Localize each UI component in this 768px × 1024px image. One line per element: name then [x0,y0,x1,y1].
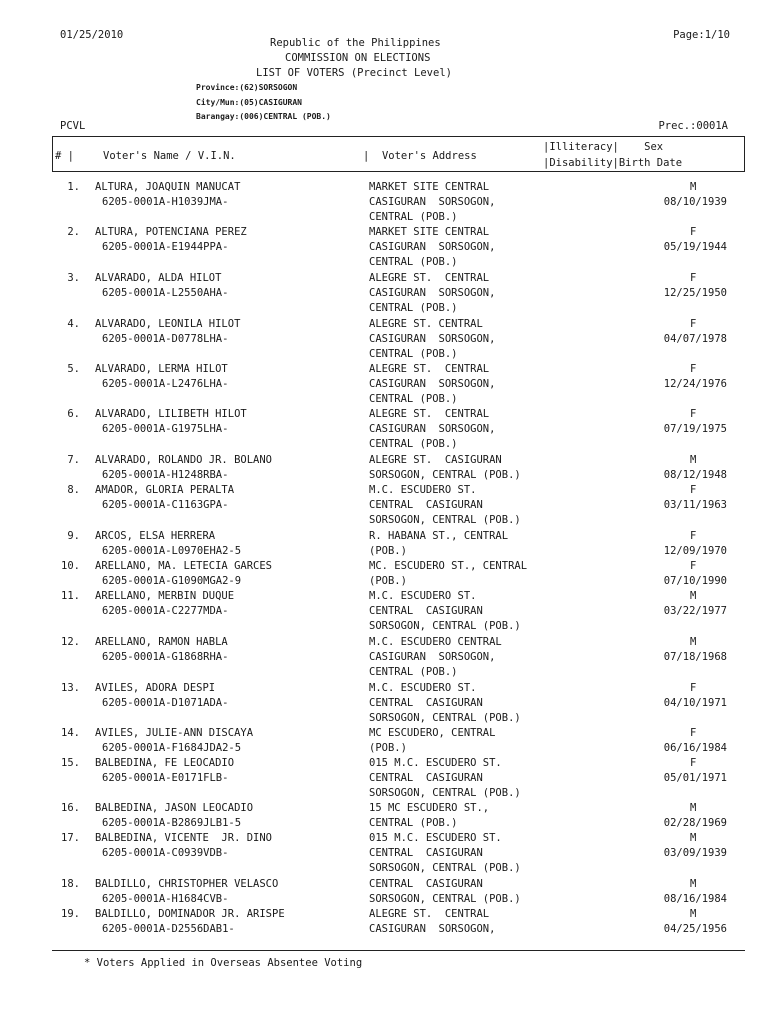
voter-sex: M [690,590,697,602]
voter-address-line: CENTRAL (POB.) [369,211,458,223]
voter-name: BALBEDINA, FE LEOCADIO [95,757,235,769]
voter-birth-date: 06/16/1984 [663,742,727,754]
voter-sex: M [690,636,697,648]
voter-address-line: CASIGURAN SORSOGON, [369,287,496,299]
voter-address-line: CENTRAL CASIGURAN [369,772,483,784]
voter-birth-date: 07/18/1968 [663,651,727,663]
voter-vin: 6205-0001A-E0171FLB- [102,772,229,784]
voter-address-line: CENTRAL (POB.) [369,666,458,678]
voter-address-line: CASIGURAN SORSOGON, [369,423,496,435]
voter-address-line: MARKET SITE CENTRAL [369,226,490,238]
page-number: Page:1/10 [673,29,730,41]
voter-number: 6. [67,408,80,420]
voter-vin: 6205-0001A-H1684CVB- [102,893,229,905]
voter-birth-date: 04/25/1956 [663,923,727,935]
voter-address-line: SORSOGON, CENTRAL (POB.) [369,893,521,905]
voter-sex: M [690,454,697,466]
voter-address-line: (POB.) [369,545,407,557]
voter-vin: 6205-0001A-C2277MDA- [102,605,229,617]
voter-address-line: CENTRAL (POB.) [369,348,458,360]
voter-birth-date: 03/11/1963 [663,499,727,511]
voter-sex: F [690,318,697,330]
voter-number: 9. [67,530,80,542]
voter-name: AVILES, JULIE-ANN DISCAYA [95,727,254,739]
voter-number: 2. [67,226,80,238]
voter-address-line: ALEGRE ST. CENTRAL [369,908,490,920]
voter-address-line: CASIGURAN SORSOGON, [369,241,496,253]
voter-address-line: CENTRAL CASIGURAN [369,847,483,859]
voter-number: 5. [67,363,80,375]
voter-sex: F [690,272,697,284]
voter-vin: 6205-0001A-B2869JLB1-5 [102,817,242,829]
voter-name: ALVARADO, ROLANDO JR. BOLANO [95,454,273,466]
voter-birth-date: 03/22/1977 [663,605,727,617]
barangay-label: Barangay:(006)CENTRAL (POB.) [196,112,331,121]
voter-birth-date: 07/19/1975 [663,423,727,435]
voter-address-line: SORSOGON, CENTRAL (POB.) [369,620,521,632]
voter-birth-date: 02/28/1969 [663,817,727,829]
voter-address-line: (POB.) [369,742,407,754]
voter-address-line: SORSOGON, CENTRAL (POB.) [369,514,521,526]
voter-number: 10. [61,560,80,572]
voter-vin: 6205-0001A-L2476LHA- [102,378,229,390]
voter-name: ALVARADO, LERMA HILOT [95,363,228,375]
voter-address-line: CENTRAL (POB.) [369,393,458,405]
voter-vin: 6205-0001A-E1944PPA- [102,241,229,253]
voter-name: AMADOR, GLORIA PERALTA [95,484,235,496]
voter-vin: 6205-0001A-G1975LHA- [102,423,229,435]
voter-name: ARELLANO, MA. LETECIA GARCES [95,560,273,572]
voter-number: 18. [61,878,80,890]
voter-name: BALDILLO, DOMINADOR JR. ARISPE [95,908,285,920]
voter-address-line: R. HABANA ST., CENTRAL [369,530,509,542]
voter-name: ALVARADO, LEONILA HILOT [95,318,241,330]
voter-address-line: (POB.) [369,575,407,587]
voter-birth-date: 04/07/1978 [663,333,727,345]
voter-address-line: 15 MC ESCUDERO ST., [369,802,490,814]
voter-number: 17. [61,832,80,844]
voter-address-line: 015 M.C. ESCUDERO ST. [369,757,502,769]
voter-address-line: SORSOGON, CENTRAL (POB.) [369,787,521,799]
voter-address-line: M.C. ESCUDERO ST. [369,590,477,602]
voter-name: AVILES, ADORA DESPI [95,682,216,694]
voter-birth-date: 08/16/1984 [663,893,727,905]
footer-note: * Voters Applied in Overseas Absentee Voting [84,957,363,969]
voter-name: ARCOS, ELSA HERRERA [95,530,216,542]
voter-number: 7. [67,454,80,466]
voter-vin: 6205-0001A-H1248RBA- [102,469,229,481]
voter-address-line: ALEGRE ST. CENTRAL [369,363,490,375]
province-label: Province:(62)SORSOGON [196,83,298,92]
republic-title: Republic of the Philippines [270,37,441,49]
voter-name: BALDILLO, CHRISTOPHER VELASCO [95,878,279,890]
voter-address-line: ALEGRE ST. CENTRAL [369,272,490,284]
voter-address-line: 015 M.C. ESCUDERO ST. [369,832,502,844]
voter-address-line: ALEGRE ST. CASIGURAN [369,454,502,466]
voter-name: ALTURA, JOAQUIN MANUCAT [95,181,241,193]
voter-birth-date: 05/19/1944 [663,241,727,253]
voter-sex: F [690,226,697,238]
voter-name: ARELLANO, RAMON HABLA [95,636,228,648]
voter-address-line: M.C. ESCUDERO ST. [369,484,477,496]
voter-address-line: CASIGURAN SORSOGON, [369,378,496,390]
voter-address-line: MARKET SITE CENTRAL [369,181,490,193]
voter-address-line: CASIGURAN SORSOGON, [369,923,496,935]
voter-sex: F [690,757,697,769]
voter-address-line: CENTRAL CASIGURAN [369,605,483,617]
voter-vin: 6205-0001A-L2550AHA- [102,287,229,299]
voter-sex: F [690,484,697,496]
voter-number: 3. [67,272,80,284]
voter-vin: 6205-0001A-C0939VDB- [102,847,229,859]
voter-address-line: SORSOGON, CENTRAL (POB.) [369,862,521,874]
voter-name: ALVARADO, ALDA HILOT [95,272,222,284]
voter-sex: F [690,727,697,739]
voter-vin: 6205-0001A-D0778LHA- [102,333,229,345]
voter-birth-date: 12/25/1950 [663,287,727,299]
pcvl-label: PCVL [60,120,86,132]
voter-address-line: CASIGURAN SORSOGON, [369,651,496,663]
voter-address-line: ALEGRE ST. CENTRAL [369,408,490,420]
voter-address-line: M.C. ESCUDERO CENTRAL [369,636,502,648]
voter-address-line: CENTRAL CASIGURAN [369,499,483,511]
voter-sex: M [690,908,697,920]
voter-address-line: CASIGURAN SORSOGON, [369,196,496,208]
col-address: | Voter's Address [363,150,477,162]
voter-number: 14. [61,727,80,739]
list-title: LIST OF VOTERS (Precinct Level) [256,67,452,79]
voter-vin: 6205-0001A-H1039JMA- [102,196,229,208]
voter-number: 19. [61,908,80,920]
voter-number: 15. [61,757,80,769]
voter-vin: 6205-0001A-F1684JDA2-5 [102,742,242,754]
voter-birth-date: 07/10/1990 [663,575,727,587]
voter-number: 13. [61,682,80,694]
voter-birth-date: 05/01/1971 [663,772,727,784]
voter-birth-date: 08/12/1948 [663,469,727,481]
voter-name: ALVARADO, LILIBETH HILOT [95,408,247,420]
voter-birth-date: 04/10/1971 [663,697,727,709]
voter-address-line: M.C. ESCUDERO ST. [369,682,477,694]
voter-name: ARELLANO, MERBIN DUQUE [95,590,235,602]
voter-sex: F [690,530,697,542]
voter-address-line: MC. ESCUDERO ST., CENTRAL [369,560,528,572]
voter-number: 1. [67,181,80,193]
voter-sex: F [690,363,697,375]
voter-vin: 6205-0001A-G1090MGA2-9 [102,575,242,587]
comelec-title: COMMISSION ON ELECTIONS [285,52,431,64]
voter-number: 8. [67,484,80,496]
voter-number: 11. [61,590,80,602]
voter-address-line: SORSOGON, CENTRAL (POB.) [369,469,521,481]
voter-address-line: CENTRAL CASIGURAN [369,697,483,709]
voter-address-line: SORSOGON, CENTRAL (POB.) [369,712,521,724]
voter-address-line: MC ESCUDERO, CENTRAL [369,727,496,739]
voter-name: BALBEDINA, JASON LEOCADIO [95,802,254,814]
voter-address-line: CENTRAL CASIGURAN [369,878,483,890]
voter-number: 12. [61,636,80,648]
voter-vin: 6205-0001A-D2556DAB1- [102,923,235,935]
voter-number: 16. [61,802,80,814]
voter-birth-date: 12/24/1976 [663,378,727,390]
voter-birth-date: 12/09/1970 [663,545,727,557]
voter-address-line: CENTRAL (POB.) [369,817,458,829]
voter-number: 4. [67,318,80,330]
voter-name: ALTURA, POTENCIANA PEREZ [95,226,247,238]
voter-vin: 6205-0001A-C1163GPA- [102,499,229,511]
voter-birth-date: 03/09/1939 [663,847,727,859]
col-disability: |Disability|Birth Date [543,157,683,169]
voter-sex: M [690,878,697,890]
voter-sex: F [690,408,697,420]
col-illiteracy: |Illiteracy| Sex [543,141,664,153]
voter-address-line: CENTRAL (POB.) [369,256,458,268]
precinct-label: Prec.:0001A [658,120,728,132]
voter-address-line: ALEGRE ST. CENTRAL [369,318,483,330]
voter-birth-date: 08/10/1939 [663,196,727,208]
voter-sex: F [690,560,697,572]
voter-sex: M [690,181,697,193]
voter-vin: 6205-0001A-D1071ADA- [102,697,229,709]
voter-address-line: CENTRAL (POB.) [369,302,458,314]
city-label: City/Mun:(05)CASIGURAN [196,98,302,107]
voter-address-line: CENTRAL (POB.) [369,438,458,450]
voter-name: BALBEDINA, VICENTE JR. DINO [95,832,273,844]
footer-rule [52,950,745,951]
voter-vin: 6205-0001A-G1868RHA- [102,651,229,663]
voter-address-line: CASIGURAN SORSOGON, [369,333,496,345]
voter-sex: F [690,682,697,694]
column-header-box [52,136,745,172]
voter-vin: 6205-0001A-L0970EHA2-5 [102,545,242,557]
col-num: # | [55,150,74,162]
voter-sex: M [690,832,697,844]
print-date: 01/25/2010 [60,29,124,41]
voter-sex: M [690,802,697,814]
col-name: Voter's Name / V.I.N. [103,150,236,162]
